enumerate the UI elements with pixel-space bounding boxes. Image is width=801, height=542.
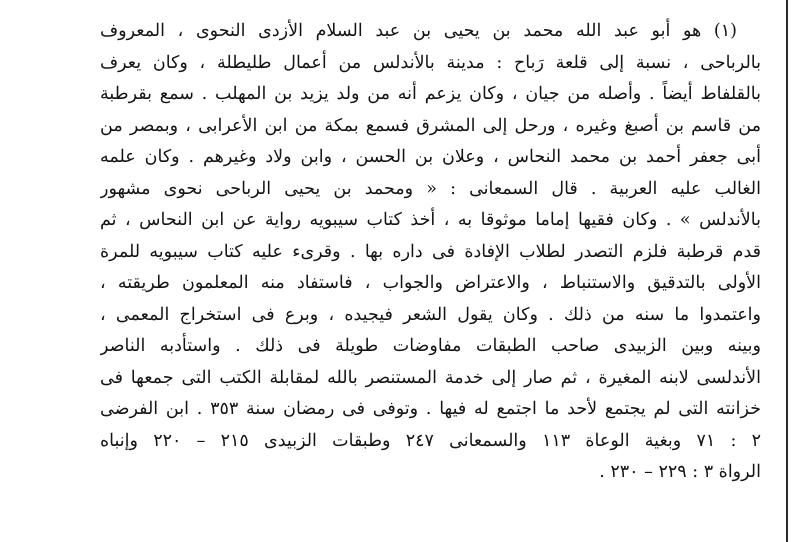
- footnote-line: الأندلسى لابنه المغيرة ، ثم صار إلى خدمة المستنصر بالله لمقابلة الكتب التى جمعها فى: [100, 367, 761, 388]
- footnote-line: أبى جعفر أحمد بن محمد النحاس ، وعلان بن الحسن ، وابن ولاد وغيرهم . وكان علمه: [100, 147, 761, 167]
- footnote-line: (١) هو أبو عبد الله محمد بن يحيى بن عبد السلام الأزدى النحوى ، المعروف: [100, 21, 737, 41]
- footnote-line: بالرباحى ، نسبة إلى قلعة رَباح : مدينة بالأندلس من أعمال طليطلة ، وكان يعرف: [100, 52, 761, 73]
- footnote-line: خزانته التى لم يجتمع لأحد ما اجتمع له فيها . وتوفى فى رمضان سنة ٣٥٣ . ابن الفرضى: [100, 399, 761, 419]
- footnote-line: واعتمدوا ما سنه من ذلك . وكان يقول الشعر فيجيده ، وبرع فى استخراج المعمى ،: [100, 304, 761, 325]
- footnote-line: بالأندلس » . وكان فقيها إماما موثوقا به ، أخذ كتاب سيبويه رواية عن ابن النحاس ، ثم: [100, 210, 761, 230]
- footnote-line: قدم قرطبة فلزم التصدر لطلاب الإفادة فى داره بها . وقرىء عليه كتاب سيبويه للمرة: [100, 241, 761, 262]
- window-edge-divider: [786, 0, 788, 542]
- footnote-line: الغالب عليه العربية . قال السمعانى : « ومحمد بن يحيى الرباحى نحوى مشهور: [100, 178, 761, 199]
- footnote-line: من قاسم بن أصبغ وغيره ، ورحل إلى المشرق فسمع بمكة من ابن الأعرابى ، وبمصر من: [100, 115, 761, 136]
- footnote-text: [100, 16, 761, 489]
- footnote-line: ٢ : ٧١ وبغية الوعاة ١١٣ والسمعانى ٢٤٧ وطبقات الزبيدى ٢١٥ – ٢٢٠ وإنباه: [100, 430, 761, 451]
- footnote-line: الأولى بالتدقيق والاستنباط ، والاعتراض والجواب ، فاستفاد منه المعلمون طريقته ،: [100, 273, 761, 293]
- footnote-line: بالقلفاط أيضاً . وأصله من جيان ، وكان يزعم أنه من ولد يزيد بن المهلب . سمع بقرطبة: [100, 84, 761, 104]
- footnote-line: الرواة ٣ : ٢٢٩ – ٢٣٠ .: [599, 462, 761, 482]
- footnote-line: وبينه وبين الزبيدى صاحب الطبقات مفاوضات طويلة فى ذلك . واستأدبه الناصر: [100, 336, 761, 356]
